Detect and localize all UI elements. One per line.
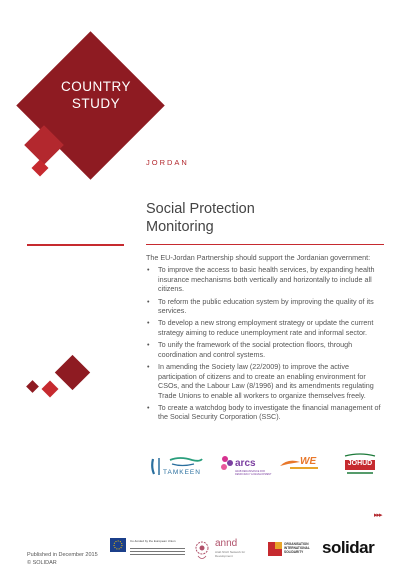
eu-funder-text: Co-funded by the European Union [130,539,176,543]
published-date: Published in December 2015 [27,552,98,558]
annd-subtext: Arab NGO Network for Development [215,550,246,558]
recommendations-intro: The EU-Jordan Partnership should support the Jordanian government: [146,253,371,262]
arcs-logo [218,453,273,479]
bullet-icon: • [147,265,150,275]
recommendations-list [146,265,388,422]
next-page-arrows-icon[interactable]: ▸▸▸ [374,512,382,519]
report-title [146,200,366,236]
annd-rosette-icon [192,538,212,562]
list-item [146,318,388,337]
tamkeen-logo [150,455,206,477]
list-item-text: To develop a new strong employment strategy or update the current strategy aiming to reduce unemployment rate and informal sector. [158,318,374,337]
title-line-2: Monitoring [146,219,214,235]
decor-diamond-b [42,381,59,398]
bullet-icon: • [147,296,150,306]
ois-square-icon [268,542,282,556]
list-item-text: To unify the framework of the social protection floors, through coordination and control systems. [158,340,353,359]
list-item [146,403,388,422]
badge-line-country: COUNTRY [60,79,131,94]
tamkeen-text: TAMKEEN [163,469,201,476]
list-item-text: To reform the public education system by improving the quality of its services. [158,296,374,316]
recommendations [146,253,388,422]
list-item [146,297,388,316]
list-item [146,362,388,400]
copyright: © SOLIDAR [27,560,57,566]
arcs-text: arcs [235,458,256,469]
decor-diamond-c [26,380,39,393]
list-item-text: To create a watchdog body to investigate the financial management of the Social Security Corporation (SSC). [158,402,381,422]
we-logo [278,456,322,472]
title-line-1: Social Protection [146,201,255,217]
annd-text: annd [215,538,238,549]
arcs-subtext: ARAB RENAISSANCE FOR DEMOCRACY & DEVELOPMENT [235,470,272,476]
publication-info [27,551,98,567]
ois-text: ORGANISATION INTERNATIONAL SOLIDARITY [284,542,310,554]
annd-logo [192,538,264,564]
list-item-text: To improve the access to basic health services, by expanding health insurance mechanisms both vertically and horizontally to include all citizens. [158,265,375,294]
list-item-text: In amending the Society law (22/2009) to improve the active participation of citizens and to create an enabling environment for CSOs, and the Labour Law (8/1996) and its amendments regulating Trade Unions to enable all workers to organize themselves freely. [158,361,374,400]
bullet-icon: • [147,340,150,350]
divider-left [27,244,124,246]
badge-line-study: STUDY [71,96,121,111]
bullet-icon: • [147,361,150,371]
cover-badge [40,78,152,112]
country-label: JORDAN [146,158,189,167]
decor-diamond-a [55,355,90,390]
divider-right [146,244,384,245]
johud-text: JOHUD [347,460,373,467]
johud-logo [342,453,378,477]
bullet-icon: • [147,402,150,412]
list-item [146,340,388,359]
solidar-logo: solidar [322,538,375,557]
we-text: WE [300,456,317,467]
ois-logo [268,542,318,562]
bullet-icon: • [147,318,150,328]
eu-flag-icon [110,538,126,552]
arcs-mark-icon [218,454,236,474]
funder-lines [130,546,185,555]
list-item [146,265,388,294]
eu-funder-logo [110,538,185,564]
